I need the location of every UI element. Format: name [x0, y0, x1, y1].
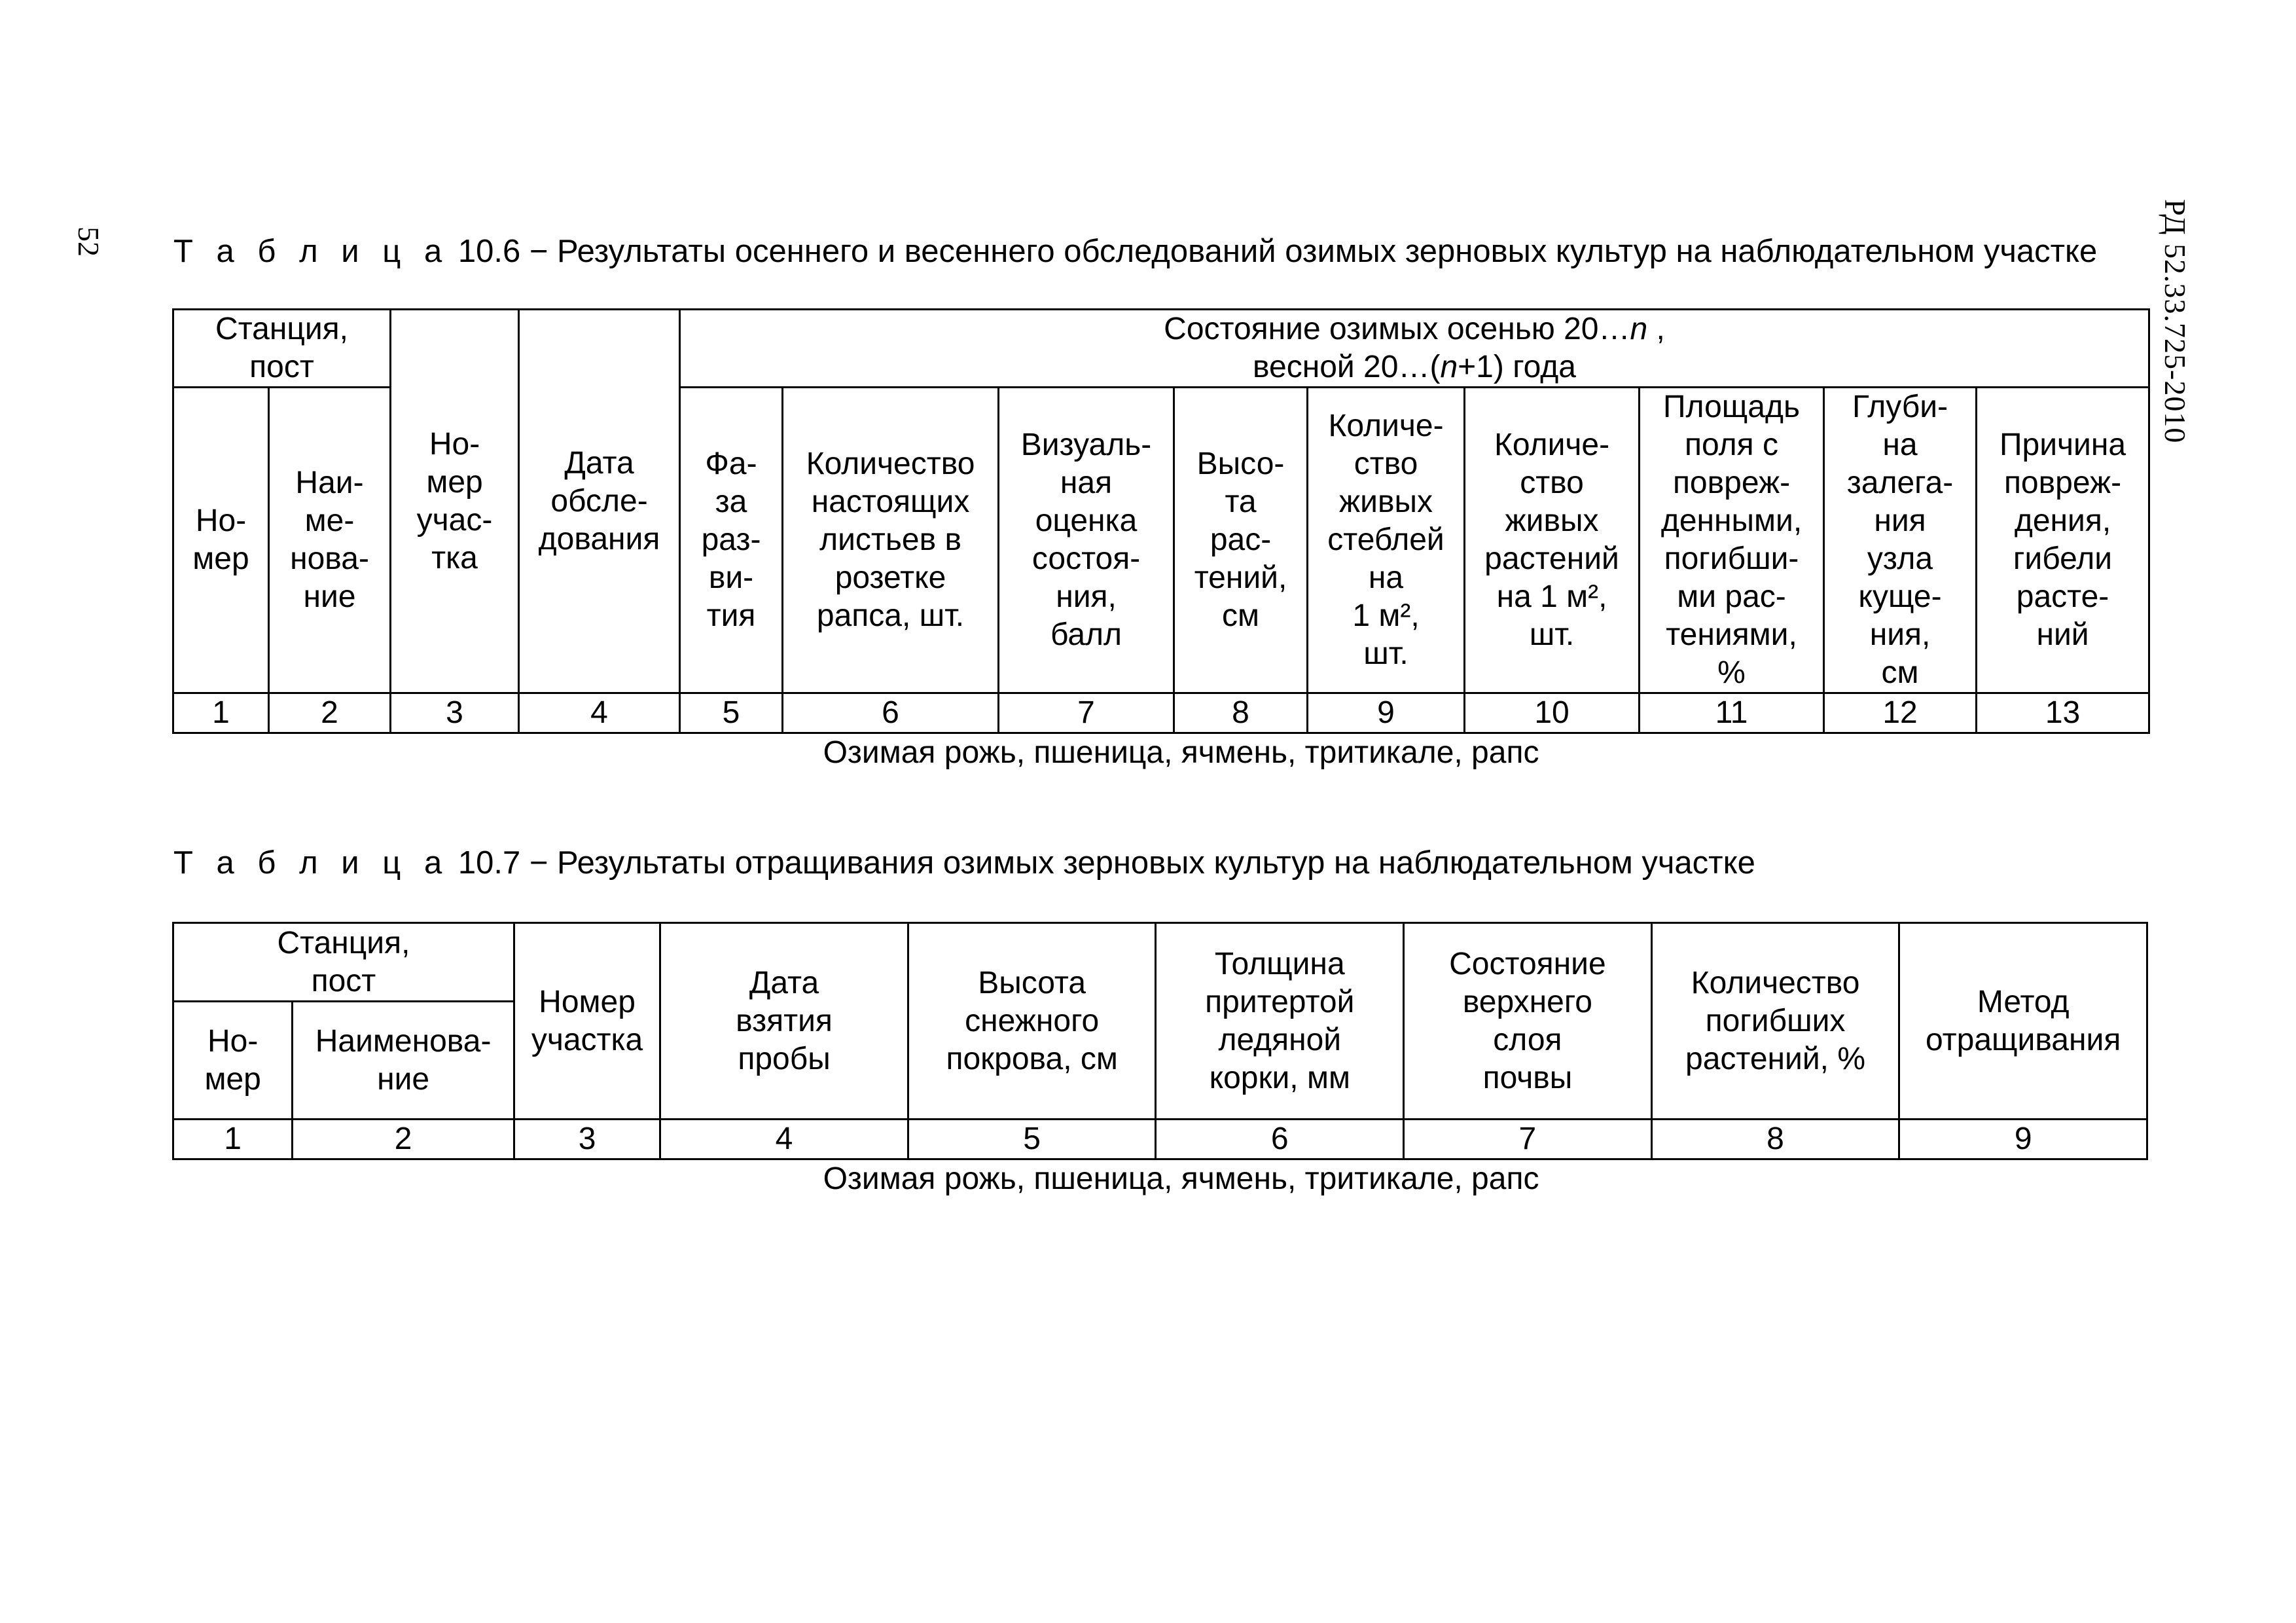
col-header-plant-height: Высо- та рас- тений, см — [1174, 388, 1308, 693]
col-number: 10 — [1465, 693, 1640, 733]
col-header-survey-date: Дата обсле- дования — [519, 310, 680, 693]
col-number: 13 — [1977, 693, 2149, 733]
col-number: 1 — [173, 693, 269, 733]
col-header-ice-crust: Толщина притертой ледяной корки, мм — [1156, 923, 1404, 1120]
caption-label: Т а б л и ц а — [173, 845, 450, 881]
col-header-plot-number: Но- мер учас- тка — [391, 310, 519, 693]
col-number: 7 — [999, 693, 1174, 733]
col-number: 6 — [783, 693, 999, 733]
col-number: 2 — [269, 693, 391, 733]
caption-text: 10.7 − Результаты отращивания озимых зерновых культур на наблюдательном участке — [449, 845, 1755, 881]
col-number: 9 — [1899, 1120, 2147, 1159]
table-10-6 — [172, 308, 2150, 734]
col-header-soil-state: Состояние верхнего слоя почвы — [1404, 923, 1652, 1120]
col-number: 3 — [514, 1120, 660, 1159]
col-header-station-number: Но- мер — [173, 1002, 293, 1120]
col-header-damaged-area: Площадь поля с повреж- денными, погибши- ми рас- тениями, % — [1640, 388, 1824, 693]
col-header-damage-cause: Причина повреж- дения, гибели расте- ний — [1977, 388, 2149, 693]
col-number: 12 — [1824, 693, 1977, 733]
col-header-method: Метод отращивания — [1899, 923, 2147, 1120]
table-10-7-caption — [173, 845, 1755, 881]
col-number: 4 — [519, 693, 680, 733]
col-number: 4 — [660, 1120, 908, 1159]
station-header: Станция, пост — [173, 310, 391, 388]
col-number: 6 — [1156, 1120, 1404, 1159]
document-code: РД 52.33.725-2010 — [2159, 199, 2192, 444]
caption-text: 10.6 − Результаты осеннего и весеннего обследований озимых зерновых культур на наблюдательном участке — [449, 234, 2098, 269]
col-header-station-name: Наи- ме- нова- ние — [269, 388, 391, 693]
state-header-text: Состояние озимых осенью 20…n , весной 20…(n+1) года — [1164, 312, 1665, 384]
caption-label: Т а б л и ц а — [173, 234, 450, 269]
state-header — [680, 310, 2149, 388]
page-number: 52 — [72, 227, 105, 257]
col-number: 7 — [1404, 1120, 1652, 1159]
col-header-plot-number: Номер участка — [514, 923, 660, 1120]
col-number: 8 — [1651, 1120, 1899, 1159]
col-header-dead-plants: Количество погибших растений, % — [1651, 923, 1899, 1120]
col-number: 3 — [391, 693, 519, 733]
col-number: 5 — [908, 1120, 1156, 1159]
table-10-6-caption — [173, 233, 2097, 270]
col-header-leaves-count: Количество настоящих листьев в розетке рапса, шт. — [783, 388, 999, 693]
col-number: 2 — [293, 1120, 514, 1159]
col-header-snow-height: Высота снежного покрова, см — [908, 923, 1156, 1120]
col-header-sample-date: Дата взятия пробы — [660, 923, 908, 1120]
col-number: 9 — [1308, 693, 1465, 733]
col-header-phase: Фа- за раз- ви- тия — [680, 388, 783, 693]
col-header-visual-score: Визуаль- ная оценка состоя- ния, балл — [999, 388, 1174, 693]
table-10-6-crops-note: Озимая рожь, пшеница, ячмень, тритикале, рапс — [823, 735, 1539, 770]
col-header-tillering-depth: Глуби- на залега- ния узла куще- ния, см — [1824, 388, 1977, 693]
col-number: 8 — [1174, 693, 1308, 733]
col-header-station-name: Наименова- ние — [293, 1002, 514, 1120]
col-header-plants-count: Количе- ство живых растений на 1 м², шт. — [1465, 388, 1640, 693]
station-header: Станция, пост — [173, 923, 514, 1002]
col-number: 1 — [173, 1120, 293, 1159]
table-10-7-crops-note: Озимая рожь, пшеница, ячмень, тритикале, рапс — [823, 1161, 1539, 1196]
col-number: 5 — [680, 693, 783, 733]
col-header-stems-count: Количе- ство живых стеблей на 1 м², шт. — [1308, 388, 1465, 693]
table-10-7 — [172, 922, 2148, 1160]
col-header-station-number: Но- мер — [173, 388, 269, 693]
col-number: 11 — [1640, 693, 1824, 733]
